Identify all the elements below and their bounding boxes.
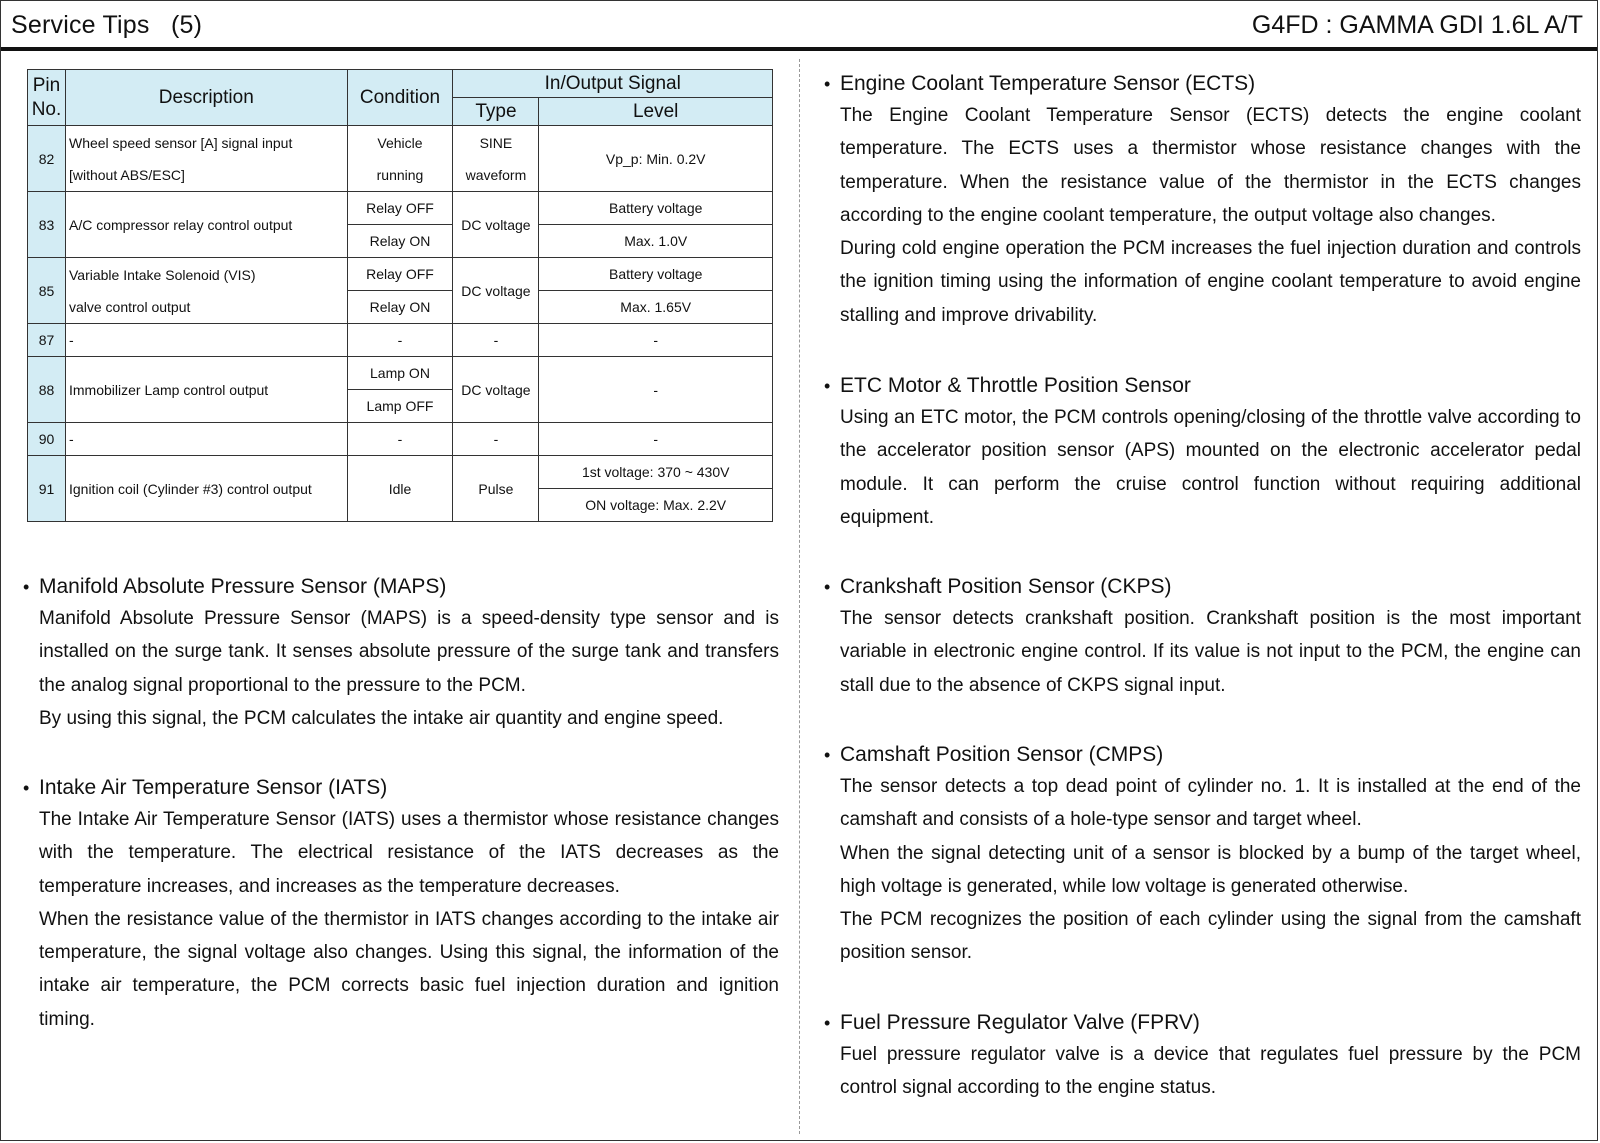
page-header [1,1,1597,51]
pin-number: 85 [28,258,66,324]
description-line: [without ABS/ESC] [68,166,185,183]
row-condition: - [347,423,453,456]
table-row [28,192,773,225]
section-body: Fuel pressure regulator valve is a device that regulates fuel pressure by the PCM control signal according to the engine status. [840,1044,1581,1099]
row-description: A/C compressor relay control output [65,192,347,258]
table-row [28,423,773,456]
section-title-text: Intake Air Temperature Sensor (IATS) [39,776,388,799]
section-title [824,740,1581,770]
description-line: Wheel speed sensor [A] signal input [68,134,293,151]
table-row [28,324,773,357]
section-title [824,572,1581,602]
row-condition: Relay OFF [347,258,453,291]
pin-number: 87 [28,324,66,357]
row-level: - [539,324,773,357]
row-type: DC voltage [453,357,539,423]
section-title [824,371,1581,401]
bullet-icon: • [23,778,30,798]
header-type: Type [453,98,539,126]
header-condition: Condition [347,70,453,126]
row-description [65,258,347,324]
page-title: Service Tips (5) [11,11,203,39]
table-row [28,126,773,192]
section-body: The sensor detects a top dead point of cylinder no. 1. It is installed at the end of the camshaft and consists of a hole-type sensor and target wheel. [840,776,1581,831]
row-condition: - [347,324,453,357]
row-type: - [453,423,539,456]
engine-model: G4FD : GAMMA GDI 1.6L A/T [1251,11,1583,39]
row-type: - [453,324,539,357]
type-line: SINE [479,134,513,151]
pin-number: 82 [28,126,66,192]
section-title-text: Fuel Pressure Regulator Valve (FPRV) [840,1011,1200,1034]
row-type: DC voltage [453,192,539,258]
pin-number: 90 [28,423,66,456]
section-iats [23,773,779,1036]
row-level: Max. 1.65V [539,291,773,324]
section-body: When the signal detecting unit of a sensor is blocked by a bump of the target wheel, high voltage is generated, while low voltage is generated otherwise. [840,842,1581,897]
section-title-text: Manifold Absolute Pressure Sensor (MAPS) [39,575,447,598]
table-row [28,357,773,390]
section-title-text: ETC Motor & Throttle Position Sensor [840,374,1191,397]
row-level: - [539,423,773,456]
header-description: Description [65,70,347,126]
section-title-text: Engine Coolant Temperature Sensor (ECTS) [840,72,1256,95]
row-description [65,126,347,192]
row-level: 1st voltage: 370 ~ 430V [539,456,773,489]
section-body: When the resistance value of the thermistor in IATS changes according to the intake air temperature, the signal voltage also changes. Using this signal, the information of the intake air temperature, the PCM corrects basic fuel injection duration and ignition timing. [39,908,779,1030]
section-title [23,773,779,803]
row-description: - [65,423,347,456]
header-pin-no: Pin No. [28,70,66,126]
row-type [453,126,539,192]
row-level: Battery voltage [539,192,773,225]
bullet-icon: • [824,745,831,765]
section-title [824,1008,1581,1038]
section-body: Using an ETC motor, the PCM controls opening/closing of the throttle valve according to the accelerator position sensor (APS) mounted on the electronic accelerator pedal module. It can perform the cruise control function without requiring additional equipment. [840,407,1581,528]
bullet-icon: • [824,577,831,597]
section-ckps [824,572,1581,702]
section-maps [23,572,779,735]
description-line: Variable Intake Solenoid (VIS) [68,266,256,283]
condition-line: Vehicle [377,134,423,151]
row-level: Battery voltage [539,258,773,291]
row-level: Max. 1.0V [539,225,773,258]
section-fprv [824,1008,1581,1105]
section-title [824,69,1581,99]
bullet-icon: • [824,1013,831,1033]
row-condition: Idle [347,456,453,522]
column-divider [799,59,800,1134]
row-level: Vp_p: Min. 0.2V [539,126,773,192]
row-condition: Relay ON [347,291,453,324]
section-body: The PCM recognizes the position of each cylinder using the signal from the camshaft position sensor. [840,909,1581,964]
section-ects [824,69,1581,332]
bullet-icon: • [824,74,831,94]
row-condition: Relay OFF [347,192,453,225]
row-type: Pulse [453,456,539,522]
pin-number: 83 [28,192,66,258]
type-line: waveform [465,166,527,183]
section-title-text: Camshaft Position Sensor (CMPS) [840,743,1164,766]
table-row [28,456,773,489]
pin-number: 88 [28,357,66,423]
row-condition: Relay ON [347,225,453,258]
table-header-row [28,70,773,98]
pin-signal-table [27,69,773,522]
section-body: The Intake Air Temperature Sensor (IATS) uses a thermistor whose resistance changes with the temperature. The electrical resistance of the IATS decreases as the temperature increases, and increases as the temperature decreases. [39,809,779,897]
section-etc [824,371,1581,534]
row-level: ON voltage: Max. 2.2V [539,489,773,522]
section-cmps [824,740,1581,970]
description-line: valve control output [68,298,191,315]
row-description: Ignition coil (Cylinder #3) control output [65,456,347,522]
section-body: Manifold Absolute Pressure Sensor (MAPS) is a speed-density type sensor and is installed on the surge tank. It senses absolute pressure of the surge tank and transfers the analog signal proportional to the pressure to the PCM. [39,608,779,696]
condition-line: running [376,166,424,183]
section-title-text: Crankshaft Position Sensor (CKPS) [840,575,1172,598]
section-body: By using this signal, the PCM calculates the intake air quantity and engine speed. [39,707,724,729]
section-body: The sensor detects crankshaft position. Crankshaft position is the most important variable in electronic engine control. If its value is not input to the PCM, the engine can stall due to the absence of CKPS signal input. [840,608,1581,696]
row-type: DC voltage [453,258,539,324]
section-body: The Engine Coolant Temperature Sensor (ECTS) detects the engine coolant temperature. The ECTS uses a thermistor whose resistance changes with the temperature. When the resistance value of the thermistor in the ECTS changes according to the engine coolant temperature, the output voltage also changes. [840,105,1581,226]
bullet-icon: • [23,577,30,597]
section-body: During cold engine operation the PCM increases the fuel injection duration and controls the ignition timing using the information of engine coolant temperature to avoid engine stalling and improve drivability. [840,238,1581,326]
header-level: Level [539,98,773,126]
row-condition: Lamp ON [347,357,453,390]
pin-number: 91 [28,456,66,522]
row-description: Immobilizer Lamp control output [65,357,347,423]
row-description: - [65,324,347,357]
header-io-signal: In/Output Signal [453,70,773,98]
bullet-icon: • [824,376,831,396]
section-title [23,572,779,602]
row-level: - [539,357,773,423]
row-condition [347,126,453,192]
table-row [28,258,773,291]
row-condition: Lamp OFF [347,390,453,423]
